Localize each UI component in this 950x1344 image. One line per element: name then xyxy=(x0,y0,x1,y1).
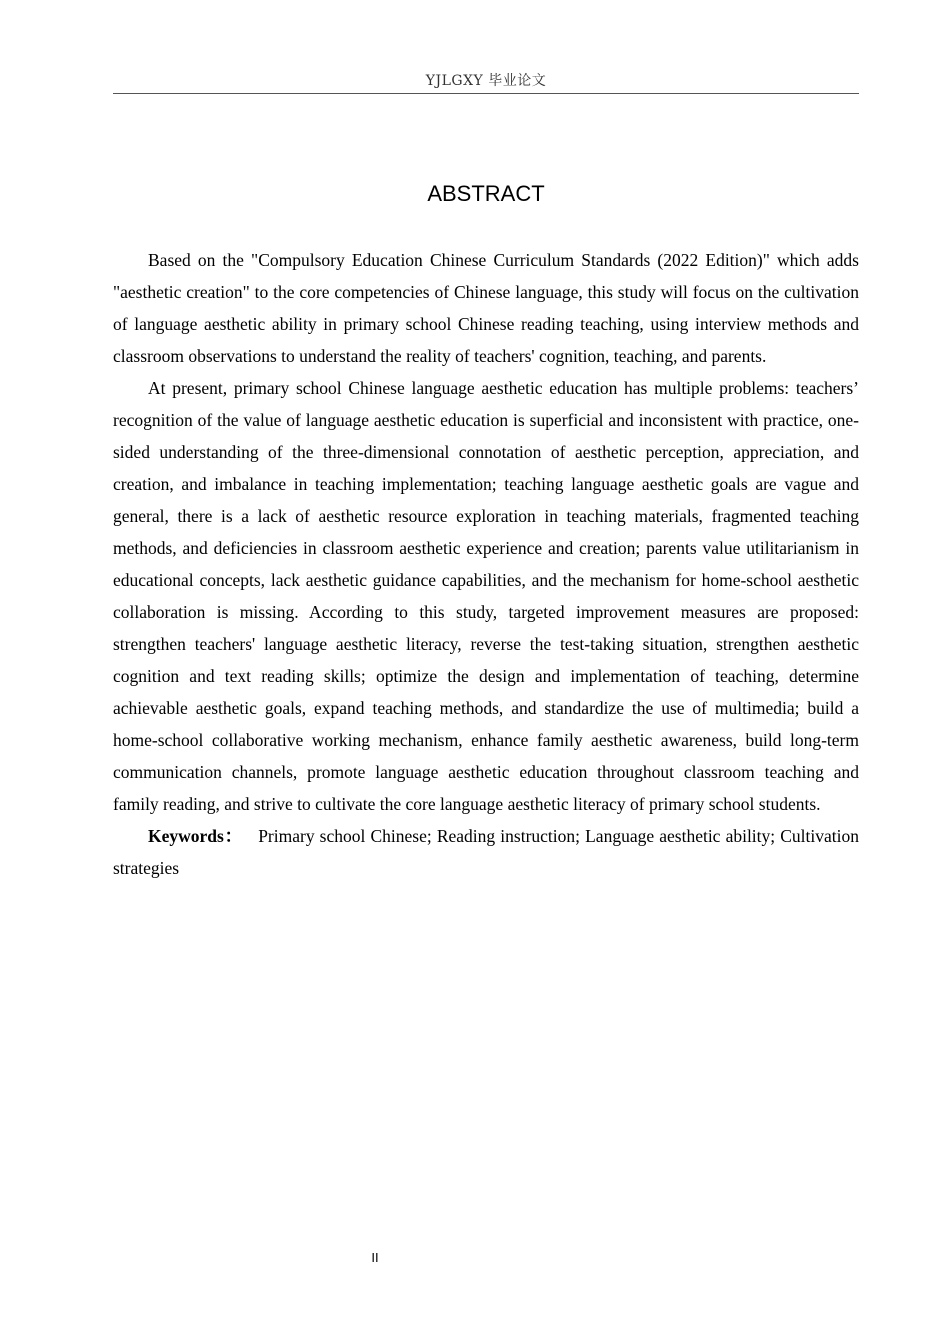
keywords-line xyxy=(113,820,859,884)
abstract-title: ABSTRACT xyxy=(427,181,545,206)
abstract-paragraph-2: At present, primary school Chinese language aesthetic education has multiple problems: teachers’ recognition of the value of language aesthetic education is superficial and inconsistent with practice, one-sided understanding of the three-dimensional connotation of aesthetic perception, appreciation, and creation, and imbalance in teaching implementation; teaching language aesthetic goals are vague and general, there is a lack of aesthetic resource exploration in teaching materials, fragmented teaching methods, and deficiencies in classroom aesthetic experience and creation; parents value utilitarianism in educational concepts, lack aesthetic guidance capabilities, and the mechanism for home-school aesthetic collaboration is missing. According to this study, targeted improvement measures are proposed: strengthen teachers' language aesthetic literacy, reverse the test-taking situation, strengthen aesthetic cognition and text reading skills; optimize the design and implementation of teaching, determine achievable aesthetic goals, expand teaching methods, and standardize the use of multimedia; build a home-school collaborative working mechanism, enhance family aesthetic awareness, build long-term communication channels, promote language aesthetic education throughout classroom teaching and family reading, and strive to cultivate the core language aesthetic literacy of primary school students. xyxy=(113,378,859,814)
abstract-paragraph-1: Based on the "Compulsory Education Chinese Curriculum Standards (2022 Edition)" which adds "aesthetic creation" to the core competencies of Chinese language, this study will focus on the cultivation of language aesthetic ability in primary school Chinese reading teaching, using interview methods and classroom observations to understand the reality of teachers' cognition, teaching, and parents. xyxy=(113,250,859,366)
running-header: YJLGXY 毕业论文 xyxy=(113,70,859,94)
keywords-text: Primary school Chinese; Reading instruction; Language aesthetic ability; Cultivation strategies xyxy=(113,826,860,878)
page-number: II xyxy=(371,1250,379,1265)
keywords-label: Keywords： xyxy=(148,826,243,846)
abstract-body xyxy=(113,244,859,884)
